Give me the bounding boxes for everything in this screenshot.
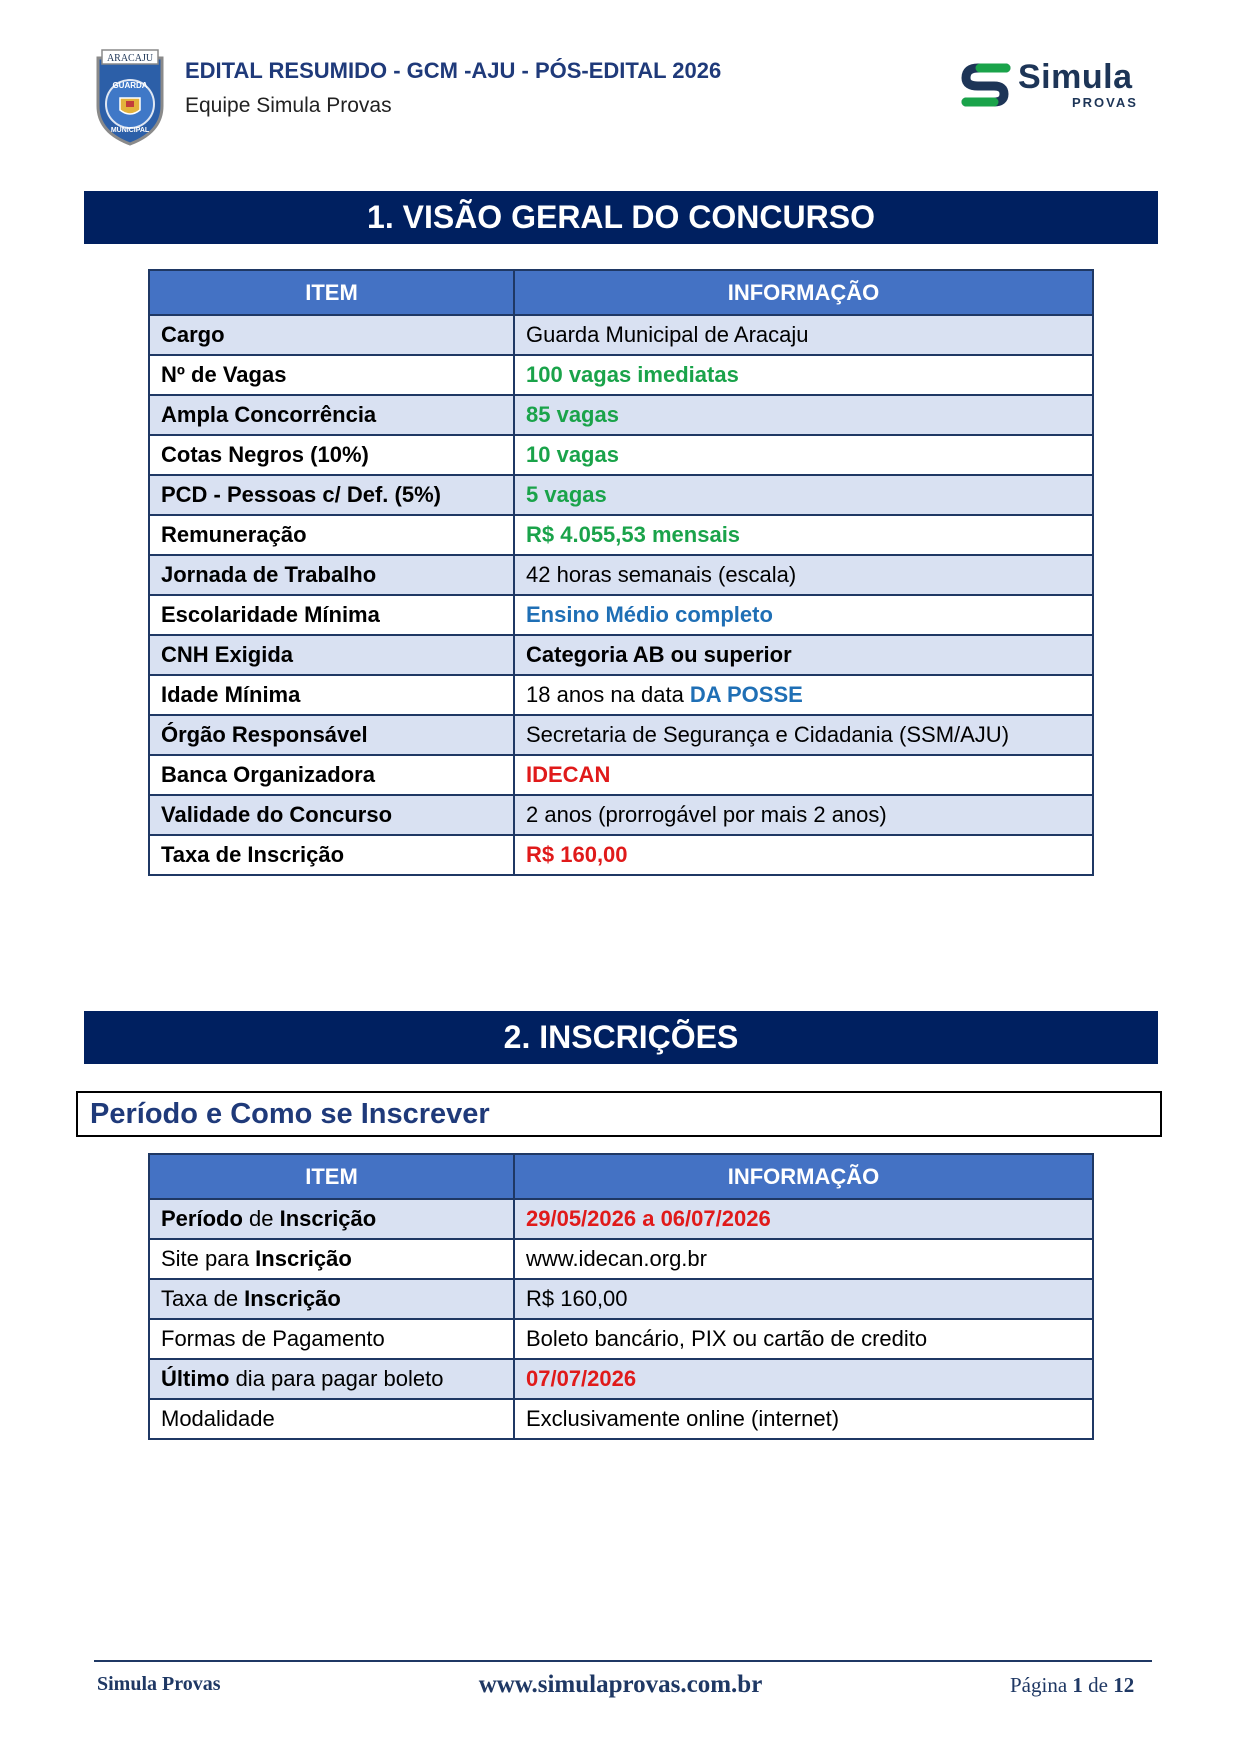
row-label: Escolaridade Mínima — [149, 595, 514, 635]
brand-name: Simula — [1018, 58, 1133, 96]
row-label: Órgão Responsável — [149, 715, 514, 755]
row-label: Validade do Concurso — [149, 795, 514, 835]
row-label: Último dia para pagar boleto — [149, 1359, 514, 1399]
table-row — [149, 1359, 1093, 1399]
row-value: 42 horas semanais (escala) — [514, 555, 1093, 595]
row-value: R$ 4.055,53 mensais — [514, 515, 1093, 555]
table-row — [149, 675, 1093, 715]
row-label: Período de Inscrição — [149, 1199, 514, 1239]
column-header-item: ITEM — [149, 1154, 514, 1199]
row-label: Site para Inscrição — [149, 1239, 514, 1279]
document-title: EDITAL RESUMIDO - GCM -AJU - PÓS-EDITAL 2026 — [185, 58, 722, 83]
guarda-municipal-badge-icon — [92, 48, 168, 146]
row-value: 2 anos (prorrogável por mais 2 anos) — [514, 795, 1093, 835]
row-value: www.idecan.org.br — [514, 1239, 1093, 1279]
row-label: Ampla Concorrência — [149, 395, 514, 435]
section-2-title: 2. INSCRIÇÕES — [84, 1011, 1158, 1064]
row-value: 29/05/2026 a 06/07/2026 — [514, 1199, 1093, 1239]
column-header-info: INFORMAÇÃO — [514, 1154, 1093, 1199]
table-row — [149, 715, 1093, 755]
simula-provas-logo — [960, 58, 1140, 118]
document-subtitle: Equipe Simula Provas — [185, 94, 392, 117]
row-value: 10 vagas — [514, 435, 1093, 475]
row-label: PCD - Pessoas c/ Def. (5%) — [149, 475, 514, 515]
row-label: Jornada de Trabalho — [149, 555, 514, 595]
page-number: Página 1 de 12 — [1010, 1673, 1135, 1697]
row-value: R$ 160,00 — [514, 835, 1093, 875]
table-row — [149, 1319, 1093, 1359]
row-value: Exclusivamente online (internet) — [514, 1399, 1093, 1439]
table-row — [149, 1239, 1093, 1279]
table-row — [149, 795, 1093, 835]
svg-text:GUARDA: GUARDA — [112, 81, 148, 90]
row-label: Banca Organizadora — [149, 755, 514, 795]
svg-text:MUNICIPAL: MUNICIPAL — [110, 127, 150, 134]
row-label: Modalidade — [149, 1399, 514, 1439]
svg-text:ARACAJU: ARACAJU — [106, 53, 154, 64]
row-value: Ensino Médio completo — [514, 595, 1093, 635]
footer-website-link[interactable]: www.simulaprovas.com.br — [478, 1671, 763, 1698]
row-label: Remuneração — [149, 515, 514, 555]
simula-s-logo-icon — [960, 60, 1012, 110]
table-row — [149, 835, 1093, 875]
row-label: Idade Mínima — [149, 675, 514, 715]
table-row — [149, 475, 1093, 515]
section-1-title: 1. VISÃO GERAL DO CONCURSO — [84, 191, 1158, 244]
table-row — [149, 315, 1093, 355]
row-value: IDECAN — [514, 755, 1093, 795]
table-row — [149, 355, 1093, 395]
registration-table — [148, 1153, 1094, 1440]
row-value: 18 anos na data DA POSSE — [514, 675, 1093, 715]
row-value: 07/07/2026 — [514, 1359, 1093, 1399]
table-row — [149, 595, 1093, 635]
row-value: 85 vagas — [514, 395, 1093, 435]
table-row — [149, 435, 1093, 475]
overview-table — [148, 269, 1094, 876]
row-value: Categoria AB ou superior — [514, 635, 1093, 675]
table-row — [149, 1399, 1093, 1439]
table-header-row — [149, 1154, 1093, 1199]
column-header-info: INFORMAÇÃO — [514, 270, 1093, 315]
table-row — [149, 635, 1093, 675]
row-value: 100 vagas imediatas — [514, 355, 1093, 395]
row-value: Guarda Municipal de Aracaju — [514, 315, 1093, 355]
table-row — [149, 395, 1093, 435]
row-label: Cotas Negros (10%) — [149, 435, 514, 475]
row-label: Taxa de Inscrição — [149, 835, 514, 875]
row-label: Taxa de Inscrição — [149, 1279, 514, 1319]
footer-divider — [94, 1660, 1152, 1662]
brand-sub: PROVAS — [1072, 95, 1138, 110]
table-row — [149, 755, 1093, 795]
table-header-row — [149, 270, 1093, 315]
row-label: Formas de Pagamento — [149, 1319, 514, 1359]
subsection-title: Período e Como se Inscrever — [76, 1091, 1162, 1137]
column-header-item: ITEM — [149, 270, 514, 315]
row-label: Nº de Vagas — [149, 355, 514, 395]
row-value: Secretaria de Segurança e Cidadania (SSM/AJU) — [514, 715, 1093, 755]
footer-brand: Simula Provas — [97, 1673, 221, 1695]
table-row — [149, 1199, 1093, 1239]
table-row — [149, 515, 1093, 555]
row-label: Cargo — [149, 315, 514, 355]
row-label: CNH Exigida — [149, 635, 514, 675]
table-row — [149, 1279, 1093, 1319]
row-value: Boleto bancário, PIX ou cartão de credito — [514, 1319, 1093, 1359]
row-value: R$ 160,00 — [514, 1279, 1093, 1319]
table-row — [149, 555, 1093, 595]
row-value: 5 vagas — [514, 475, 1093, 515]
